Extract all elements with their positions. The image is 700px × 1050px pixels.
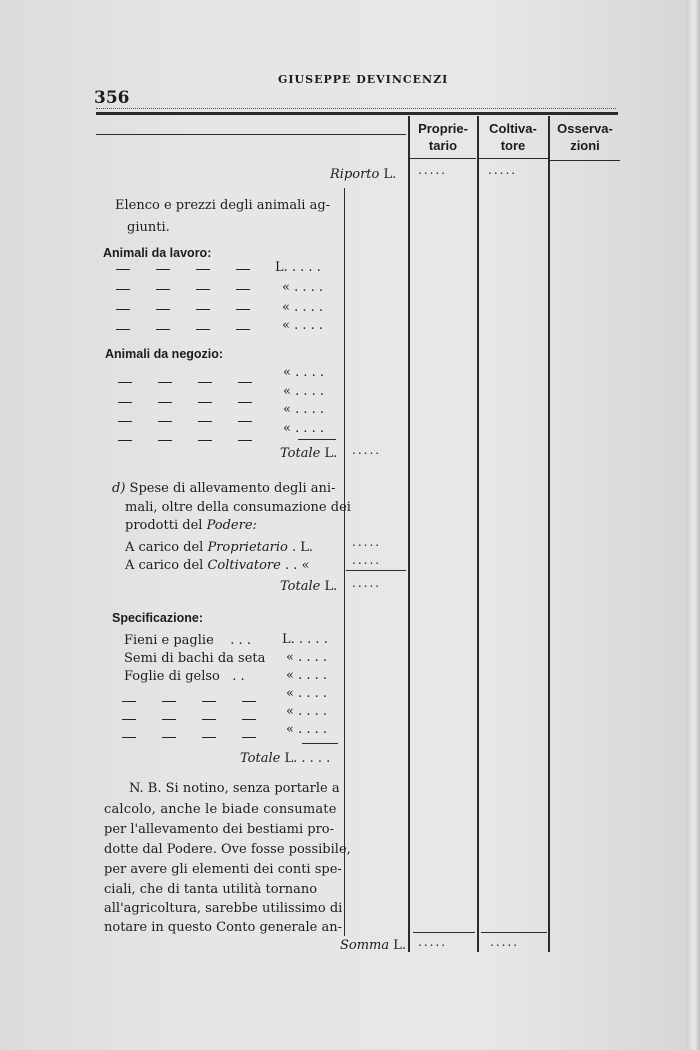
page-edge (686, 0, 700, 1050)
spec-row-semi: Semi di bachi da seta (124, 651, 266, 666)
carico-proprietario: A carico del Proprietario . L. (125, 540, 313, 555)
totale1-row: Totale L. (280, 446, 338, 461)
col-header-proprietario: Proprie- tario (418, 121, 468, 153)
col-header-osservazioni: Osserva- zioni (557, 121, 613, 153)
lavoro-row (116, 262, 276, 277)
spese-line3: prodotti del Podere: (125, 518, 257, 533)
somma-rule-2 (481, 932, 547, 933)
spec-dash-row-value: « . . . . (286, 704, 328, 719)
nb-line: per l'allevamento dei bestiami pro- (104, 822, 335, 837)
carico-proprietario-dots: ..... (352, 535, 382, 549)
negozio-heading: Animali da negozio: (105, 347, 224, 361)
spese-line2: mali, oltre della consumazione dei (125, 500, 351, 515)
lavoro-heading: Animali da lavoro: (103, 246, 212, 260)
spec-row-foglie: Foglie di gelso . . (124, 669, 245, 684)
spese-line1: d) Spese di allevamento degli ani- (112, 481, 336, 496)
spec-row-foglie-value: « . . . . (286, 668, 328, 683)
carico-coltivatore: A carico del Coltivatore . . « (125, 558, 310, 573)
lavoro-row-value: « . . . . (282, 300, 324, 315)
elenco-title-line2: giunti. (127, 220, 170, 235)
totale2-row: Totale L. (280, 579, 338, 594)
elenco-title-line1: Elenco e prezzi degli animali ag- (115, 198, 331, 213)
nb-line: ciali, che di tanta utilità tornano (104, 882, 318, 897)
nb-line: all'agricoltura, sarebbe utilissimo di (104, 901, 343, 916)
totale1-rule (298, 439, 336, 440)
riporto-dots-proprietario: ..... (418, 163, 448, 177)
header-underline-1 (410, 158, 476, 159)
spec-dash-row-value: « . . . . (286, 686, 328, 701)
lavoro-row (116, 282, 276, 297)
nb-line: per avere gli elementi dei conti spe- (104, 862, 342, 877)
somma-dots-coltivatore: ..... (490, 935, 520, 949)
specificazione-heading: Specificazione: (112, 611, 203, 625)
table-thin-rule (96, 134, 406, 135)
col-header-coltivatore: Coltiva- tore (489, 121, 537, 153)
nb-line: dotte dal Podere. Ove fosse possibile, (104, 842, 351, 857)
negozio-row-value: « . . . . (283, 421, 325, 436)
somma-rule-1 (413, 932, 475, 933)
header-underline-3 (550, 160, 620, 161)
negozio-row-value: « . . . . (283, 402, 325, 417)
col-line-3 (548, 116, 550, 952)
negozio-row-value: « . . . . (283, 384, 325, 399)
col-line-1 (408, 116, 410, 952)
header-underline-2 (478, 158, 548, 159)
nb-line: N. B. Si notino, senza portarle a (129, 781, 340, 796)
lavoro-row (116, 302, 276, 317)
totale2-rule (346, 570, 406, 571)
spec-dash-row (122, 730, 282, 745)
spec-row-semi-value: « . . . . (286, 650, 328, 665)
nb-line: calcolo, anche le biade consumate (104, 802, 337, 817)
spec-dash-row-value: « . . . . (286, 722, 328, 737)
totale3-rule (302, 743, 338, 744)
totale1-dots: ..... (352, 443, 382, 457)
page-number: 356 (94, 88, 130, 108)
negozio-row (118, 395, 278, 410)
negozio-row (118, 375, 278, 390)
lavoro-row (116, 322, 276, 337)
lavoro-row-value: L. . . . . (275, 260, 321, 275)
lavoro-row-value: « . . . . (282, 280, 324, 295)
negozio-row (118, 433, 278, 448)
somma-dots-proprietario: ..... (418, 935, 448, 949)
lavoro-row-value: « . . . . (282, 318, 324, 333)
col-line-2 (477, 116, 479, 952)
running-title: GIUSEPPE DEVINCENZI (278, 73, 449, 86)
negozio-row-value: « . . . . (283, 365, 325, 380)
riporto-row: Riporto L. (330, 167, 397, 182)
negozio-row (118, 414, 278, 429)
spec-row-fieni: Fieni e paglie . . . (124, 633, 251, 648)
totale3-row: Totale L. . . . . (240, 751, 331, 766)
table-top-rule (96, 112, 618, 115)
carico-coltivatore-dots: ..... (352, 553, 382, 567)
inner-col-line (344, 188, 345, 936)
totale2-dots: ..... (352, 576, 382, 590)
spec-row-fieni-value: L. . . . . (282, 632, 328, 647)
nb-line: notare in questo Conto generale an- (104, 920, 342, 935)
spec-dash-row (122, 694, 282, 709)
somma-row: Somma L. (340, 938, 407, 953)
header-dotted-rule (96, 108, 616, 110)
spec-dash-row (122, 712, 282, 727)
riporto-dots-coltivatore: ..... (488, 163, 518, 177)
